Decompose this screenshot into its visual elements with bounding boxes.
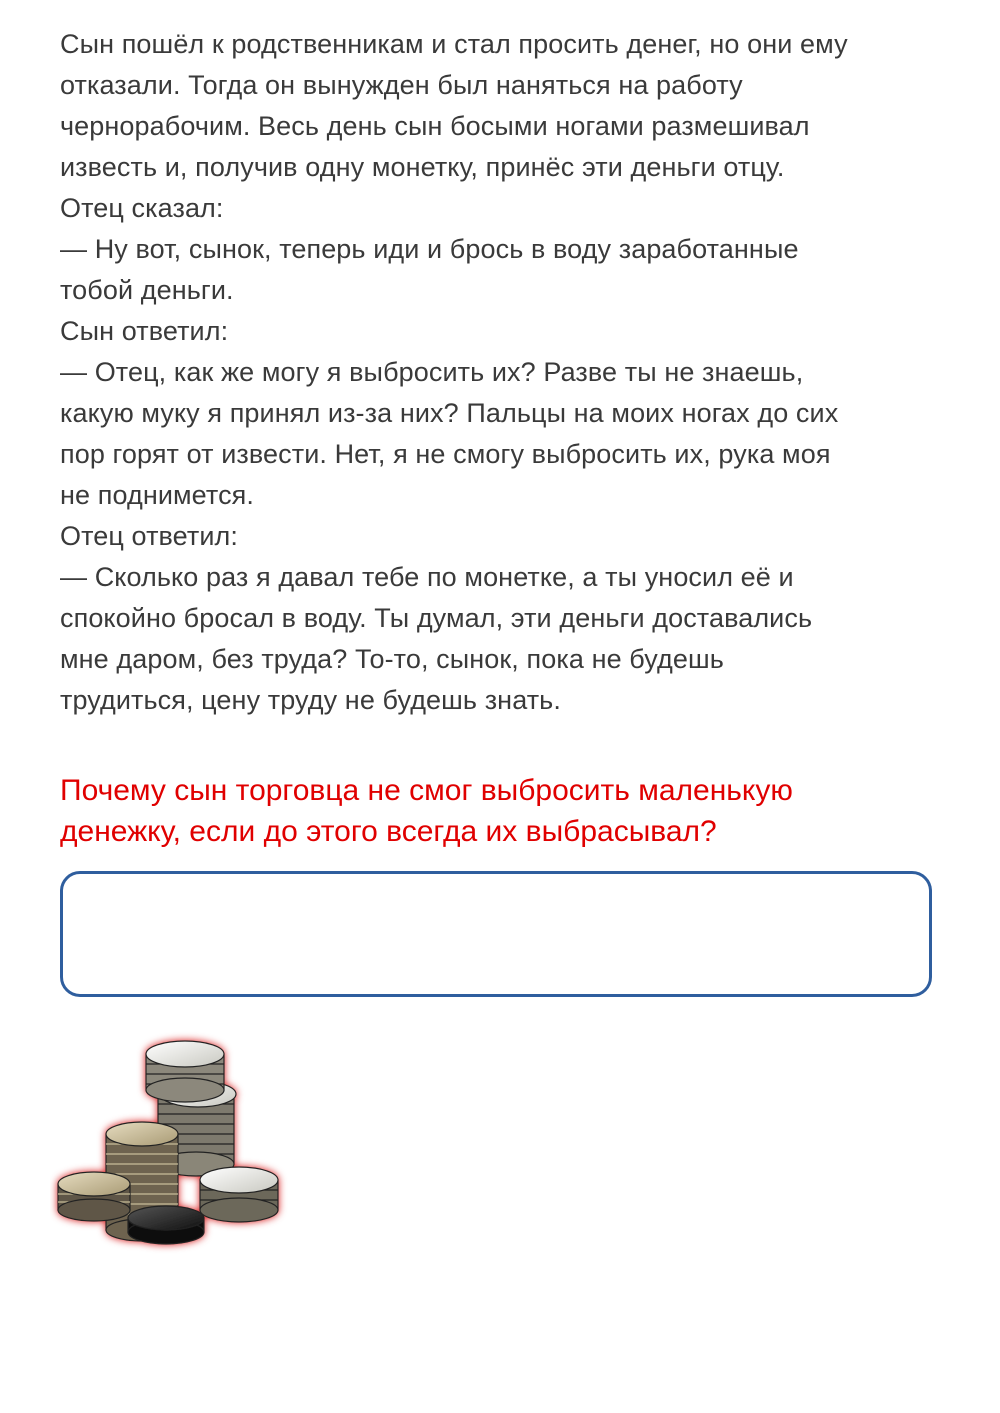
story-line: — Отец, как же могу я выбросить их? Разве ты не знаешь, [60, 357, 804, 387]
story-line: чернорабочим. Весь день сын босыми ногами размешивал [60, 111, 810, 141]
story-line: спокойно бросал в воду. Ты думал, эти деньги доставались [60, 603, 813, 633]
question-line: Почему сын торговца не смог выбросить маленькую [60, 774, 793, 807]
question-text [60, 770, 960, 852]
story-line: тобой деньги. [60, 275, 234, 305]
story-line: отказали. Тогда он вынужден был наняться на работу [60, 70, 743, 100]
question-line: денежку, если до этого всегда их выбрасывал? [60, 815, 717, 848]
story-line: известь и, получив одну монетку, принёс эти деньги отцу. [60, 152, 785, 182]
story-line: пор горят от извести. Нет, я не смогу выбросить их, рука моя [60, 439, 831, 469]
story-text [60, 24, 960, 721]
coin-stacks-icon [50, 1030, 290, 1255]
story-line: Сын ответил: [60, 316, 229, 346]
story-line: не поднимется. [60, 480, 254, 510]
story-line: мне даром, без труда? То-то, сынок, пока не будешь [60, 644, 724, 674]
story-line: Отец сказал: [60, 193, 224, 223]
story-line: какую муку я принял из-за них? Пальцы на моих ногах до сих [60, 398, 839, 428]
story-line: — Ну вот, сынок, теперь иди и брось в воду заработанные [60, 234, 799, 264]
answer-input-box[interactable] [60, 871, 932, 997]
story-line: Сын пошёл к родственникам и стал просить денег, но они ему [60, 29, 848, 59]
story-line: — Сколько раз я давал тебе по монетке, а ты уносил её и [60, 562, 794, 592]
story-line: трудиться, цену труду не будешь знать. [60, 685, 561, 715]
story-line: Отец ответил: [60, 521, 238, 551]
